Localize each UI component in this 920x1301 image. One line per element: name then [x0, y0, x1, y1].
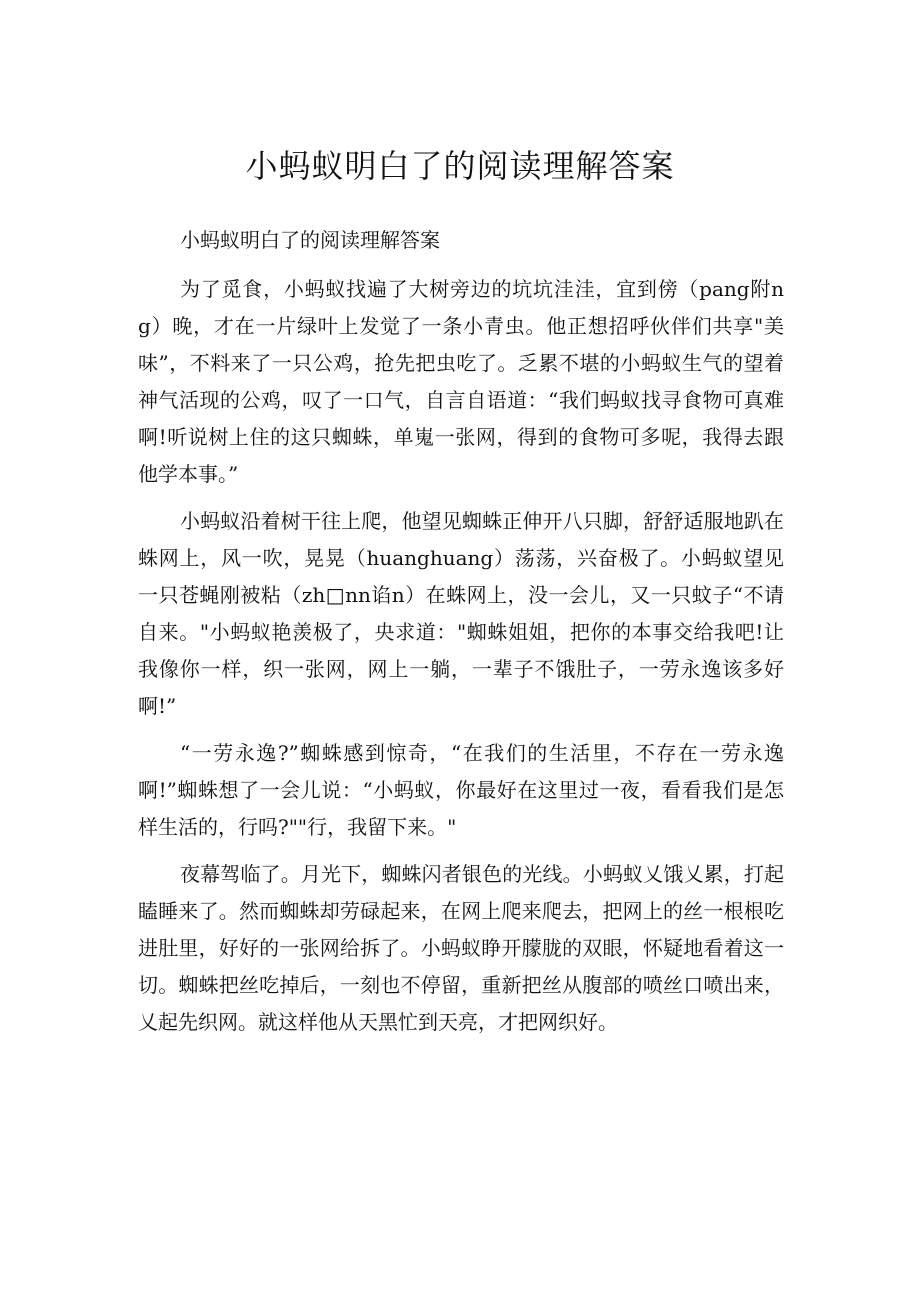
subtitle-paragraph: 小蚂蚁明白了的阅读理解答案 — [180, 228, 440, 252]
paragraph-4: 夜幕驾临了。月光下，蜘蛛闪者银色的光线。小蚂蚁乂饿乂累，打起瞌睡来了。然而蜘蛛却劳碌起来，在网上爬来爬去，把网上的丝一根根吃进肚里，好好的一张网给拆了。小蚂蚁睁开朦胧的双眼，怀疑地看着这一切。蜘蛛把丝吃掉后，一刻也不停留，重新把丝从腹部的喷丝口喷出来，乂起先织网。就这样他从天黑忙到天亮，才把网织好。 — [138, 862, 784, 1034]
paragraph-3: “一劳永逸?”蜘蛛感到惊奇，“在我们的生活里，不存在一劳永逸啊!”蜘蛛想了一会儿说：“小蚂蚁，你最好在这里过一夜，看看我们是怎样生活的，行吗?""行，我留下来。" — [138, 741, 784, 839]
paragraph-2: 小蚂蚁沿着树干往上爬，他望见蜘蛛正伸开八只脚，舒舒适服地趴在蛛网上，风一吹，晃晃（huanghuang）荡荡，兴奋极了。小蚂蚁望见一只苍蝇刚被粘（zh□nn谄n）在蛛网上，没一会儿，又一只蚊子“不请自来。"小蚂蚁艳羡极了，央求道："蜘蛛姐姐，把你的本事交给我吧!让我像你一样，织一张网，网上一躺，一辈子不饿肚子，一劳永逸该多好啊!” — [138, 509, 784, 718]
document-body — [138, 222, 784, 1051]
page-title: 小蚂蚁明白了的阅读理解答案 — [245, 147, 675, 185]
paragraph-1: 为了觅食，小蚂蚁找遍了大树旁边的坑坑洼洼，宜到傍（pang附ng）晚，才在一片绿叶上发觉了一条小青虫。他正想招呼伙伴们共享"美味”，不料来了一只公鸡，抢先把虫吃了。乏累不堪的小蚂蚁生气的望着神气活现的公鸡，叹了一口气，自言自语道：“我们蚂蚁找寻食物可真难啊!听说树上住的这只蜘蛛，单嵬一张网，得到的食物可多呢，我得去跟他学本事。” — [138, 277, 784, 486]
